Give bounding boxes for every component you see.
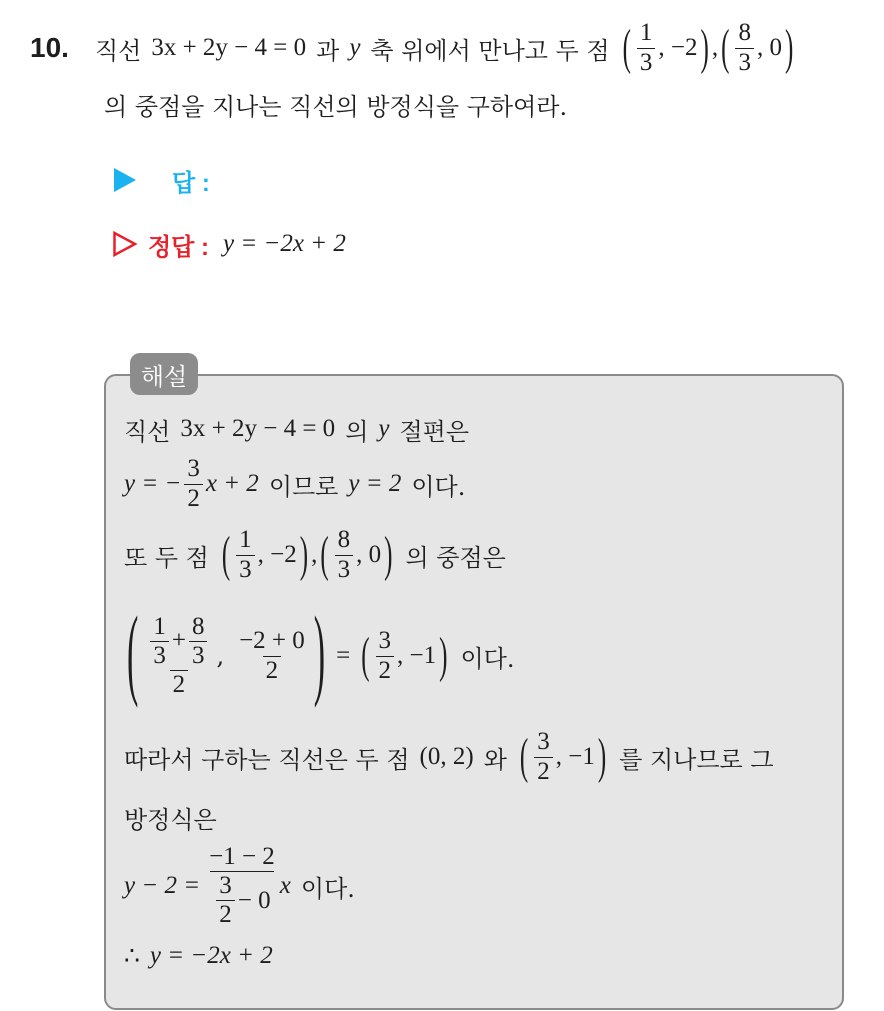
- correct-answer-value: y = −2x + 2: [223, 230, 346, 257]
- solution-tag: 해설: [130, 353, 198, 395]
- equals-sign: =: [336, 642, 351, 669]
- fraction-denominator: 3: [735, 48, 754, 76]
- fraction: [184, 456, 203, 512]
- equation-lhs: y − 2 =: [124, 872, 201, 899]
- point: (0, 2): [419, 743, 474, 770]
- fraction-denominator: 3: [637, 48, 656, 76]
- point-y: −1: [409, 642, 437, 669]
- equation-lhs: y = −: [124, 470, 182, 497]
- point-y: 0: [368, 541, 382, 568]
- solution-text: 직선: [124, 417, 171, 446]
- fraction-numerator: 3: [537, 728, 550, 756]
- solution-text: 방정식은: [124, 805, 217, 834]
- solution-line-7: [124, 840, 355, 932]
- correct-answer-row: [112, 226, 346, 262]
- fraction-numerator: −2 + 0: [239, 627, 305, 655]
- solution-variable: y: [378, 415, 390, 442]
- point-y: −2: [270, 541, 297, 568]
- problem-text: 과: [316, 36, 340, 65]
- solution-variable: x: [279, 872, 291, 899]
- solution-line-2: [124, 454, 465, 514]
- therefore-symbol: ∴: [124, 943, 140, 970]
- solution-line-6: [124, 798, 217, 836]
- point-y: −2: [670, 34, 698, 61]
- solution-equation: y = 2: [348, 470, 402, 497]
- fraction-numerator: 3: [187, 455, 200, 483]
- solution-text: 또 두 점: [124, 543, 209, 572]
- correct-answer-label: 정답 :: [148, 233, 210, 261]
- equation-rest: x + 2: [205, 470, 259, 497]
- solution-text: 이므로: [268, 472, 339, 501]
- fraction-numerator: −1 − 2: [209, 842, 275, 870]
- solution-line-8: [124, 938, 273, 974]
- solution-line-4: ( $\frac{1}{3}$ + $\frac{8}{3}$ 2 , $\frac{-2 + 0}{2}$ ) = ( $\frac{3}{2}$ , −1 ) 이다.: [127, 599, 515, 710]
- fraction-denominator: 2: [534, 757, 553, 785]
- problem-equation: 3x + 2y − 4 = 0: [151, 34, 307, 61]
- solution-line-3: [124, 524, 506, 586]
- point-y: −1: [568, 743, 595, 770]
- solution-text: 이다.: [411, 472, 466, 501]
- problem-line-1: [30, 20, 796, 76]
- solution-equation: 3x + 2y − 4 = 0: [180, 415, 336, 442]
- fraction-denominator: 2: [263, 656, 282, 684]
- problem-text: 직선: [94, 36, 142, 65]
- problem-number: 10.: [30, 32, 69, 63]
- fraction-denominator: 2: [170, 670, 189, 698]
- solution-text: 를 지나므로 그: [619, 745, 774, 774]
- fraction-denominator: 3: [189, 641, 208, 669]
- point-2: ( $\frac{8}{3}$ , 0 ): [320, 526, 393, 583]
- problem-variable: y: [349, 34, 361, 61]
- point: ( $\frac{3}{2}$ , −1 ): [519, 728, 607, 785]
- solution-text: 의: [345, 417, 369, 446]
- solution-text: 의 중점은: [405, 543, 506, 572]
- point-y: 0: [769, 34, 782, 61]
- slope-fraction: [206, 844, 278, 929]
- answer-label: 답 :: [172, 169, 210, 197]
- fraction-numerator: 1: [239, 526, 252, 554]
- problem-text: 축 위에서 만나고 두 점: [370, 36, 610, 65]
- fraction-numerator: 3: [219, 871, 232, 899]
- midpoint-result: ( $\frac{3}{2}$ , −1 ): [361, 627, 448, 684]
- play-outline-icon: [112, 231, 138, 257]
- solution-text: 절편은: [399, 417, 470, 446]
- fraction-numerator: 8: [738, 19, 751, 47]
- solution-line-1: [124, 410, 469, 448]
- fraction-numerator: 8: [337, 526, 351, 554]
- solution-text: 따라서 구하는 직선은 두 점: [124, 745, 410, 774]
- solution-text: 와: [483, 745, 507, 774]
- problem-text: 의 중점을 지나는 직선의 방정식을 구하여라.: [104, 92, 568, 121]
- fraction-denominator: 2: [184, 484, 203, 512]
- fraction-numerator: 1: [639, 19, 653, 47]
- fraction-denominator: 2: [376, 656, 395, 684]
- midpoint-x-fraction: [144, 614, 213, 699]
- solution-line-5: [124, 726, 774, 788]
- point-1: ( $\frac{1}{3}$ , −2 ) ,: [622, 19, 719, 76]
- answer-row: [112, 162, 210, 198]
- point-1: ( $\frac{1}{3}$ , −2 ) ,: [221, 526, 318, 583]
- fraction-denominator: 2: [216, 900, 235, 928]
- fraction-numerator: 3: [378, 627, 392, 655]
- plus-sign: +: [171, 627, 186, 655]
- fraction-denominator: 3: [236, 555, 255, 583]
- solution-text: 이다.: [300, 874, 355, 903]
- fraction-denominator: 3: [335, 555, 354, 583]
- fraction-denominator: 3: [150, 641, 169, 669]
- denominator-rest: − 0: [237, 886, 271, 914]
- play-icon: [112, 167, 138, 193]
- fraction-numerator: 8: [191, 612, 205, 640]
- solution-text: 이다.: [460, 644, 515, 673]
- midpoint-y-fraction: [236, 628, 308, 684]
- fraction-numerator: 1: [153, 612, 166, 640]
- final-equation: y = −2x + 2: [149, 942, 273, 969]
- point-2: ( $\frac{8}{3}$ , 0 ): [721, 19, 794, 76]
- problem-line-2: [104, 86, 567, 122]
